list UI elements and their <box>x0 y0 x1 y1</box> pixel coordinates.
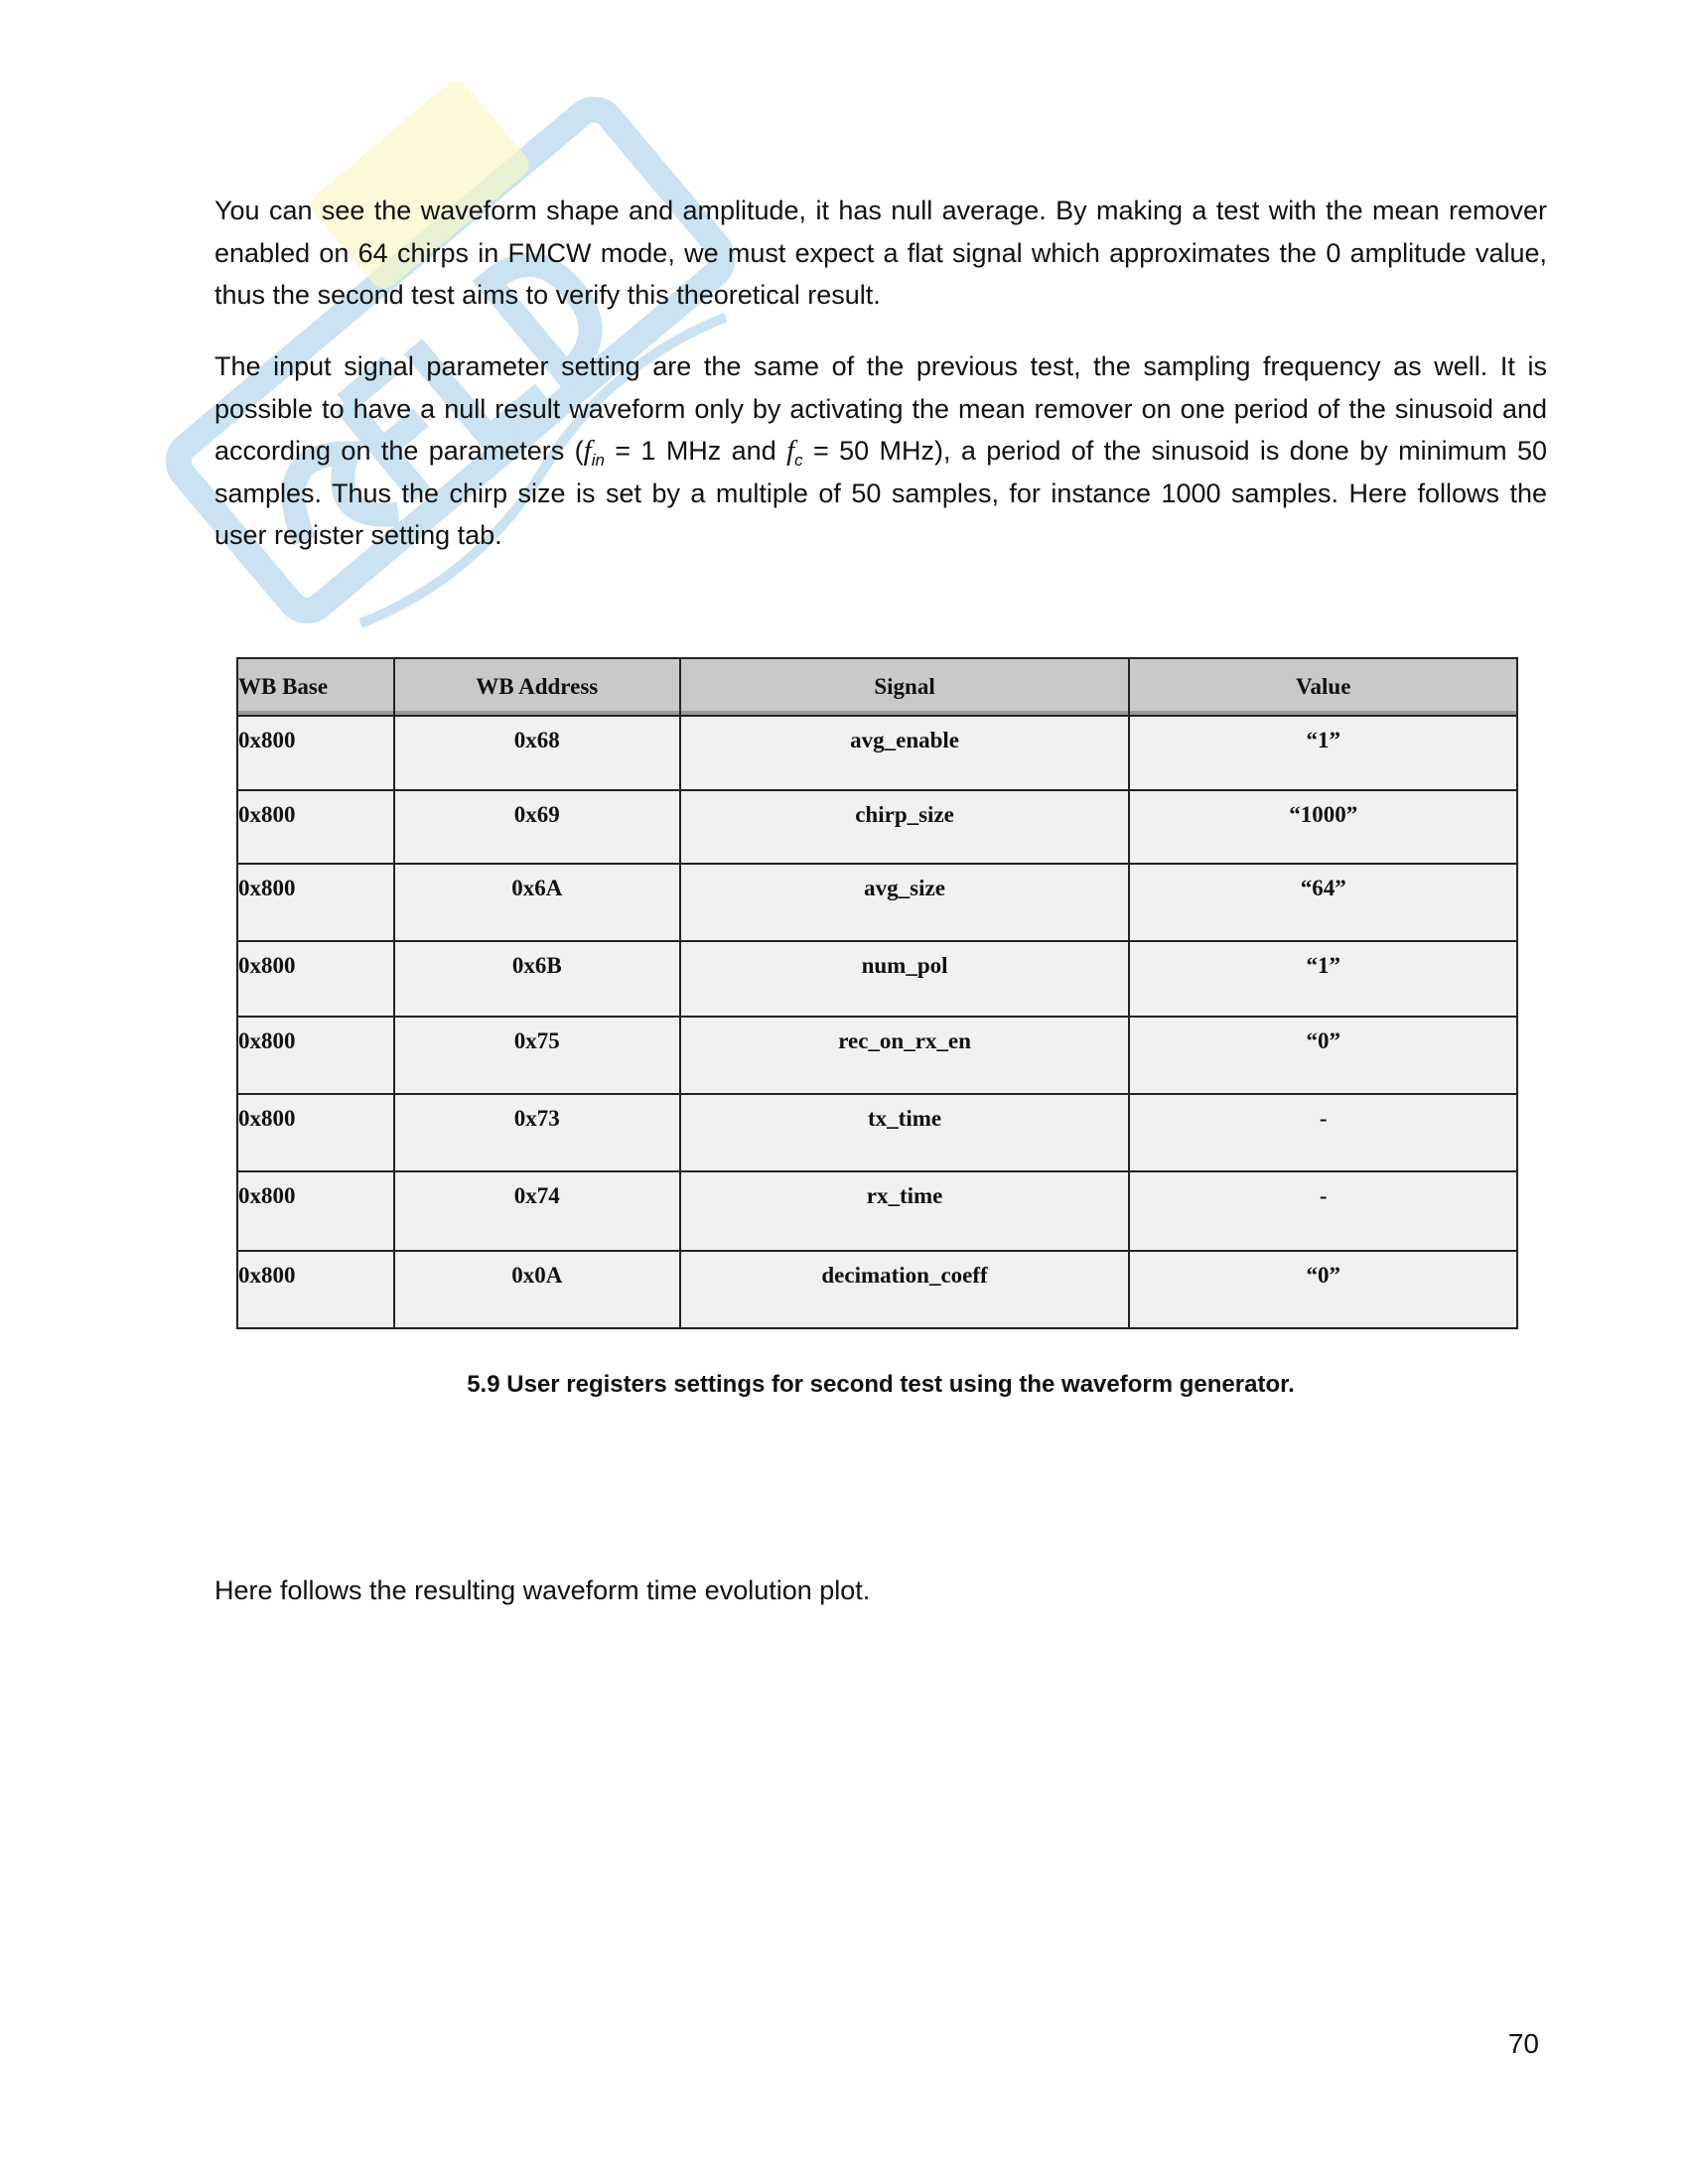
cell-wb-address: 0x69 <box>394 790 680 864</box>
user-register-table <box>236 657 1518 1329</box>
cell-signal: avg_size <box>680 864 1130 941</box>
cell-wb-address: 0x6B <box>394 941 680 1017</box>
cell-signal: rx_time <box>680 1171 1130 1251</box>
cell-wb-base: 0x800 <box>237 1251 394 1328</box>
cell-wb-address: 0x6A <box>394 864 680 941</box>
table-row <box>237 1094 1517 1171</box>
cell-signal: decimation_coeff <box>680 1251 1130 1328</box>
cell-wb-base: 0x800 <box>237 864 394 941</box>
paragraph-plot-intro: Here follows the resulting waveform time evolution plot. <box>214 1575 871 1605</box>
cell-signal: avg_enable <box>680 716 1130 790</box>
table-caption: 5.9 User registers settings for second test using the waveform generator. <box>467 1371 1295 1398</box>
cell-wb-address: 0x74 <box>394 1171 680 1251</box>
cell-value: “1000” <box>1129 790 1517 864</box>
cell-wb-address: 0x73 <box>394 1094 680 1171</box>
header-wb-base: WB Base <box>237 658 394 716</box>
table-row <box>237 941 1517 1017</box>
cell-wb-address: 0x75 <box>394 1017 680 1094</box>
paragraph-parameters-part-c: = 50 MHz), a period of the sinusoid is done by minimum 50 samples. Thus the chirp size is set by a multiple of 50 samples, for instance 1000 samples. Here follows the user register setting tab. <box>214 436 1547 550</box>
cell-wb-address: 0x0A <box>394 1251 680 1328</box>
cell-value: “1” <box>1129 941 1517 1017</box>
cell-value: “64” <box>1129 864 1517 941</box>
cell-value: “0” <box>1129 1017 1517 1094</box>
table-row <box>237 790 1517 864</box>
cell-signal: num_pol <box>680 941 1130 1017</box>
symbol-f-in: f <box>583 435 592 467</box>
paragraph-parameters-part-a: The input signal parameter setting are the same of the previous test, the sampling frequency as well. It is possible to have a null result waveform only by activating the mean remover on one period of the sinusoid and according on the parameters ( <box>214 351 1547 466</box>
table-row <box>237 716 1517 790</box>
table-row <box>237 1251 1517 1328</box>
cell-wb-base: 0x800 <box>237 790 394 864</box>
table-header-row <box>237 658 1517 716</box>
page-number: 70 <box>1507 2028 1539 2059</box>
paragraph-intro: You can see the waveform shape and amplitude, it has null average. By making a test with the mean remover enabled on 64 chirps in FMCW mode, we must expect a flat signal which approximates the 0 amplitude value, thus the second test aims to verify this theoretical result. <box>214 196 1547 310</box>
cell-signal: rec_on_rx_en <box>680 1017 1130 1094</box>
paragraph-parameters-part-b: = 1 MHz and <box>604 436 787 466</box>
subscript-in: in <box>591 451 605 470</box>
cell-value: - <box>1129 1171 1517 1251</box>
cell-wb-address: 0x68 <box>394 716 680 790</box>
symbol-f-c: f <box>786 435 795 467</box>
cell-value: “1” <box>1129 716 1517 790</box>
cell-value: - <box>1129 1094 1517 1171</box>
cell-value: “0” <box>1129 1251 1517 1328</box>
cell-wb-base: 0x800 <box>237 716 394 790</box>
header-wb-address: WB Address <box>394 658 680 716</box>
subscript-c: c <box>794 451 803 470</box>
table-row <box>237 864 1517 941</box>
cell-wb-base: 0x800 <box>237 1017 394 1094</box>
header-signal: Signal <box>680 658 1130 716</box>
cell-signal: tx_time <box>680 1094 1130 1171</box>
cell-wb-base: 0x800 <box>237 1171 394 1251</box>
table-row <box>237 1017 1517 1094</box>
header-value: Value <box>1129 658 1517 716</box>
cell-wb-base: 0x800 <box>237 1094 394 1171</box>
cell-signal: chirp_size <box>680 790 1130 864</box>
table-row <box>237 1171 1517 1251</box>
paragraph-parameters <box>214 345 1547 557</box>
cell-wb-base: 0x800 <box>237 941 394 1017</box>
